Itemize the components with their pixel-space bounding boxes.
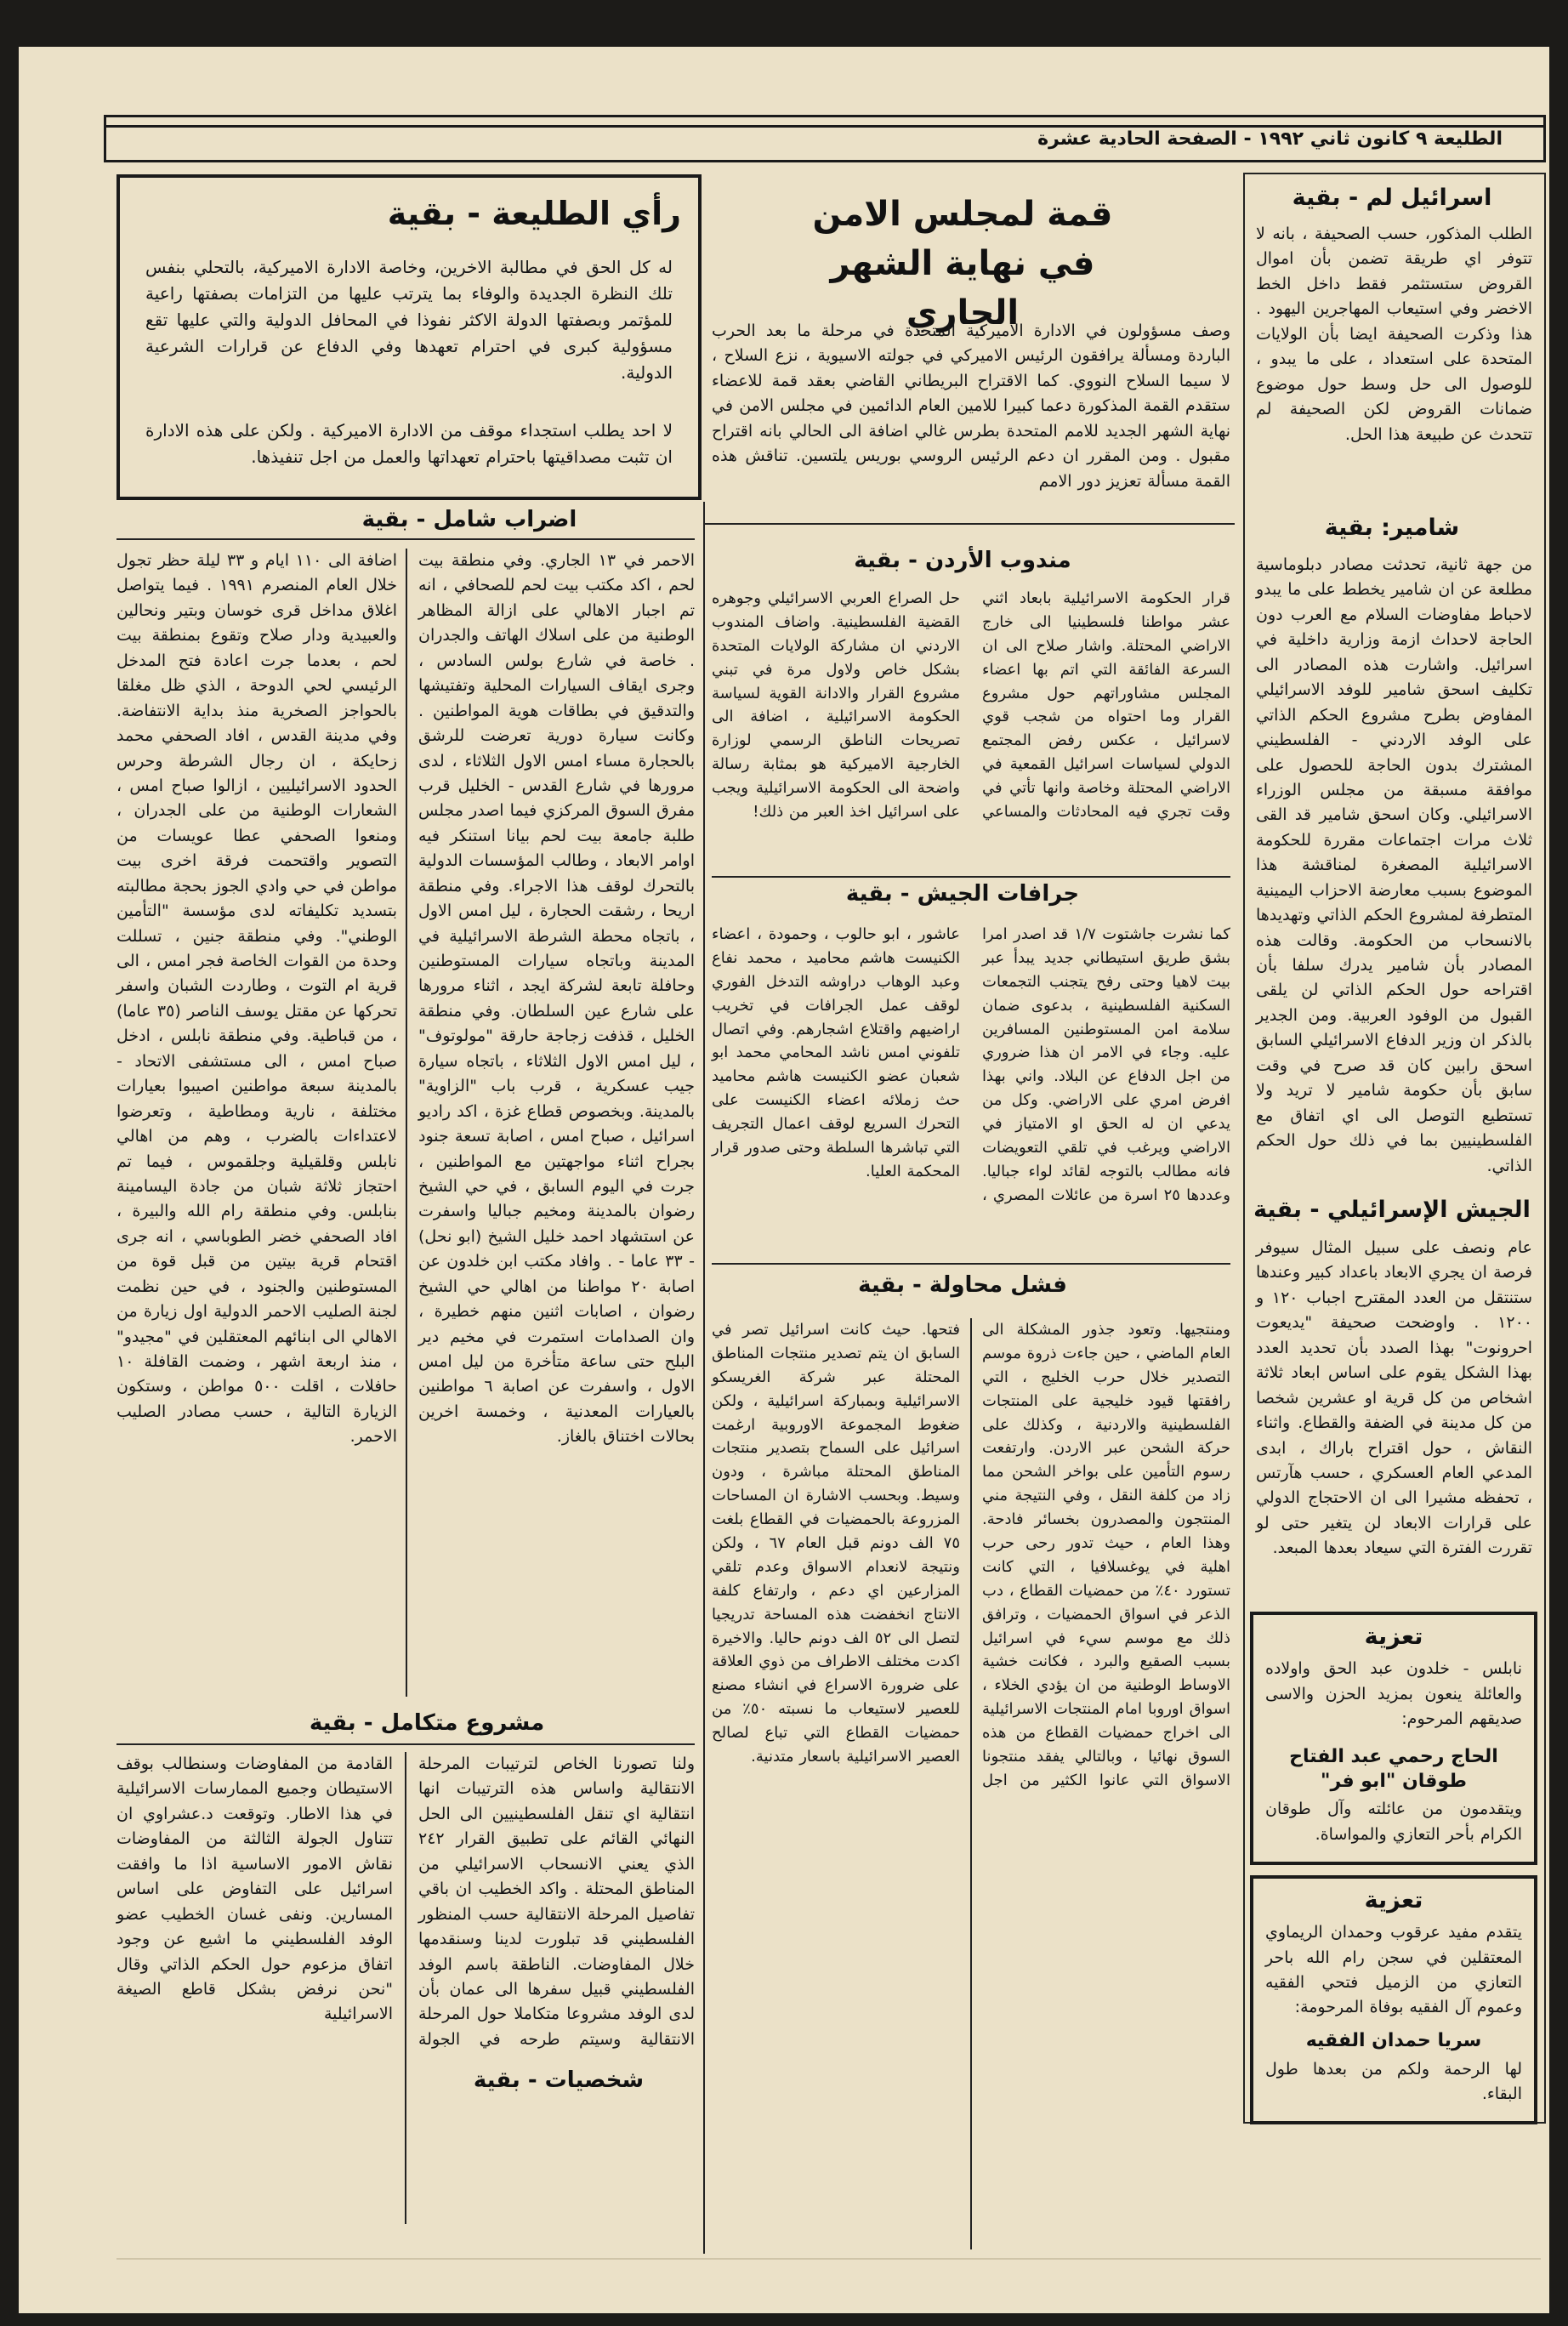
condolence-2-title: تعزية	[1364, 1887, 1423, 1914]
page-bottom-rule	[116, 2258, 1541, 2260]
shamir-body: من جهة ثانية، تحدثت مصادر دبلوماسية مطلعة عن ان شامير يخطط على ما يبدو لاحباط مفاوضات السلام مع العرب دون الحاجة لاحداث ازمة وزارية داخلية في اسرائيل. واشارت هذه المصادر الى تكليف اسحق شامير للوفد الاسرائيلي المفاوض بطرح مشروع الحكم الذاتي على الوفد الاردني - الفلسطيني المشترك بدون الحاجة للحصول على موافقة مسبقة من مجلس الوزراء الاسرائيلي. وكان اسحق شامير قد القى ثلاث مرات اجتماعات مقررة للحكومة الاسرائيلية المصغرة لمناقشة هذا الموضوع بسبب معارضة الاحزاب اليمينية المتطرفة لمشروع الحكم الذاتي وتهديدها بالانسحاب من الحكومة. وقالت هذه المصادر بأن شامير يدرك سلفا بأن اقتراحه حول الحكم الذاتي لن يلقى القبول من الوفود العربية. ومن الجدير بالذكر ان وزير الدفاع الاسرائيلي السابق اسحق رابين كان قد صرح في وقت سابق بأن حكومة شامير لا تريد ولا تستطيع التوصل الى اي اتفاق مع الفلسطينيين بما في ذلك حول الحكم الذاتي.	[1256, 555, 1532, 1175]
masthead-box	[104, 115, 1546, 162]
divider-bulldozers	[712, 1263, 1230, 1265]
strike-col-right: الاحمر في ١٣ الجاري. وفي منطقة بيت لحم ، اكد مكتب بيت لحم للصحافي ، انه تم اجبار الاهالي على ازالة المظاهر الوطنية من على اسلاك الهاتف والجدران . خاصة في شارع بولس السادس ، وجرى ايقاف السيارات المحلية وتفتيشها والتدقيق في بطاقات هوية المواطنين . وكانت سيارة دورية تعرضت للرشق بالحجارة مساء امس الاول الثلاثاء ، لدى مرورها في شارع القدس - الخليل قرب مفرق السوق المركزي فيما اصدر مجلس طلبة جامعة بيت لحم بيانا استنكر فيه اوامر الابعاد ، وطالب المؤسسات الدولية بالتحرك لوقف هذا الاجراء. وفي منطقة اريحا ، رشقت الحجارة ، ليل امس الاول ، باتجاه محطة الشرطة الاسرائيلية في المدينة وباتجاه سيارات المستوطنين وحافلة تابعة لشركة ايجد ، اثناء مرورها على شارع عين السلطان. وفي منطقة الخليل ، قذفت زجاجة حارقة "مولوتوف" ، ليل امس الاول الثلاثاء ، باتجاه سيارة جيب عسكرية ، قرب باب "الزاوية" بالمدينة. وبخصوص قطاع غزة ، اكد راديو اسرائيل ، صباح امس ، اصابة تسعة جنود بجراح اثناء مواجهتين مع المواطنين ، جرت في اليوم السابق ، في حي الشيخ رضوان بالمدينة ومخيم جباليا واسفرت عن استشهاد احمد خليل الشيخ (ابو نحل) - ٣٣ عاما - . وافاد مكتب ابن خلدون عن اصابة ٢٠ مواطنا من اهالي حي الشيخ رضوان ، اصابات اثنين منهم خطيرة ، وان الصدامات استمرت في مخيم دير البلح حتى ساعة متأخرة من ليل امس الاول ، واسفرت عن اصابة ٦ مواطنين بالعيارات المعدنية ، وخمسة اخرين بحالات اختناق بالغاز.	[418, 551, 696, 1447]
shamir-headline: شامير: بقية	[1324, 515, 1460, 541]
personalities-headline: شخصيات - بقية	[473, 2067, 645, 2093]
israel-headline: اسرائيل لم - بقية	[1292, 185, 1492, 211]
condolence-1-text: نابلس - خلدون عبد الحق واولاده والعائلة ينعون بمزيد الحزن والاسى صديقهم المرحوم:	[1265, 1659, 1522, 1728]
army-body: عام ونصف على سبيل المثال سيوفر فرصة ان يجري الابعاد باعداد كبير وعندها ستنتقل من العدد المقترح اجباب ١٢٠ و ١٢٠٠ . واوضحت صحيفة "يديعوت احرونوت" بهذا الصدد بأن تحديد العدد بهذا الشكل يقوم على اساس ابعاد ثلاثة اشخاص من كل قرية او عشرين شخصا من كل مدينة في الضفة والقطاع. واثناء النقاش ، حول اقتراح باراك ، ابدى المدعي العام العسكري ، حسب هآرتس ، تحفظه مشيرا الى ان الاحتجاج الدولي على قرارات الابعاد لن يتغير حتى لو تقررت الفترة التي سيعاد بعدها المبعد.	[1256, 1238, 1532, 1558]
condolence-2-name: سريا حمدان الفقيه	[1305, 2030, 1482, 2052]
strike-headline: اضراب شامل - بقية	[361, 507, 577, 532]
divider-jordan	[712, 876, 1230, 878]
condolence-1-name: الحاج رحمي عبد الفتاح طوقان "ابو فر"	[1289, 1746, 1498, 1792]
divider-strike-columns	[406, 549, 407, 1697]
condolence-2-closing: لها الرحمة ولكم من بعدها طول البقاء.	[1265, 2059, 1522, 2104]
condolence-2-text: يتقدم مفيد عرقوب وحمدان الريماوي المعتقلين في سجن رام الله باحر التعازي من الزميل فتحي الفقيه وعموم آل الفقيه بوفاة المرحومة:	[1265, 1923, 1522, 2017]
army-headline: الجيش الإسرائيلي - بقية	[1253, 1197, 1531, 1223]
condolence-box-2	[1250, 1875, 1537, 2124]
security-council-body: وصف مسؤولون في الادارة الاميركية المتحدة في مرحلة ما بعد الحرب الباردة ومسألة يرافقون الرئيس الاميركي في جولته الاسيوية ، نزع السلاح ، لا سيما السلاح النووي. كما الاقتراح البريطاني القاضي بعقد قمة للاعضاء ستقدم القمة المذكورة دعما كبيرا للامين العام الدائمين في مجلس الامن في نهاية الشهر الجديد للامم المتحدة بطرس غالي اضافة الى الحالي بانه اقتراح مقبول . ومن المقرر ان دعم الرئيس الروسي بوريس يلتسين. تناقش هذه القمة مسألة تعزيز دور الامم	[712, 321, 1230, 491]
newspaper-page	[19, 47, 1549, 2313]
failed-headline: فشل محاولة - بقية	[858, 1272, 1067, 1298]
condolence-1-title: تعزية	[1364, 1624, 1423, 1650]
failed-body: ومنتجيها. وتعود جذور المشكلة الى العام الماضي ، حين جاءت ذروة موسم التصدير خلال حرب الخليج ، التي رافقتها قيود خليجية على المنتجات الفلسطينية والاردنية ، وكذلك على حركة الشحن عبر الاردن. وارتفعت رسوم التأمين على بواخر الشحن مما زاد من كلفة النقل ، وفي النتيجة مني المنتجون والمصدرون بخسائر فادحة. وهذا العام ، حيث تدور رحى حرب اهلية في يوغسلافيا ، التي كانت تستورد ٤٠٪ من حمضيات القطاع ، دب الذعر في اسواق الحمضيات ، وترافق ذلك مع موسم سيء في اسرائيل بسبب الصقيع والبرد ، فكانت خشية الاوساط الوطنية من ان يؤدي الخلاء ، اسواق اوروبا امام المنتجات الاسرائيلية الى اخراج حمضيات القطاع من هذه السوق نهائيا ، وبالتالي يفقد منتجونا الاسواق التي عانوا الكثير من اجل فتحها. حيث كانت اسرائيل تصر في السابق ان يتم تصدير منتجات المناطق المحتلة عبر شركة الغريسكو الاسرائيلية وبمباركة اسرائيلية ، ولكن ضغوط المجموعة الاوروبية ارغمت اسرائيل على السماح بتصدير منتجات المناطق المحتلة مباشرة ، ودون وسيط. وبحسب الاشارة ان المساحات المزروعة بالحمضيات في القطاع بلغت ٧٥ الف دونم قبل العام ٦٧ ، ولكن ونتيجة لانعدام الاسواق وعدم تلقي المزارعين اي دعم ، وارتفاع كلفة الانتاج انخفضت هذه المساحة تدريجيا لتصل الى ٥٢ الف دونم حاليا. والاخيرة اكدت مختلف الاطراف من ذوي العلاقة على ضرورة الاسراع في انشاء مصنع للعصير لاستيعاب ما نسبته ٥٠٪ من حمضيات القطاع التي تباع لصالح العصير الاسرائيلية باسعار متدنية.	[712, 1321, 1230, 1789]
divider-left-center	[703, 502, 705, 2254]
integrated-headline: مشروع متكامل - بقية	[309, 1710, 545, 1736]
integrated-body: ولنا تصورنا الخاص لترتيبات المرحلة الانتقالية واساس هذه الترتيبات انها انتقالية اي تنقل الفلسطينيين الى الحل النهائي القائم على تطبيق القرار ٢٤٢ الذي يعني الانسحاب الاسرائيلي من المناطق المحتلة . واكد الخطيب ان باقي تفاصيل المرحلة الانتقالية حسب المنظور الفلسطيني قد تبلورت لدينا وسنقدمها خلال المفاوضات. الناطقة باسم الوفد الفلسطيني قبيل سفرها الى عمان بأن لدى الوفد مشروعا متكاملا حول المرحلة الانتقالية وسيتم طرحه في الجولة القادمة من المفاوضات وسنطالب بوقف الاستيطان وجميع الممارسات الاسرائيلية في هذا الاطار. وتوقعت د.عشراوي ان تتناول الجولة الثالثة من المفاوضات نقاش الامور الاساسية اذا ما وافقت اسرائيل على التفاوض على اساس المسارين. ونفى غسان الخطيب عضو الوفد الفلسطيني ما اشيع عن وجود اتفاق مزعوم حول الحكم الذاتي وقال "نحن نرفض بشكل قاطع الصيغة الاسرائيلية	[116, 1754, 695, 2049]
israel-body: الطلب المذكور، حسب الصحيفة ، بانه لا تتوفر اي طريقة تضمن بأن اموال القروض ستستثمر فقط داخل الخط الاخضر وفي استيعاب المهاجرين اليهود . هذا وذكرت الصحيفة ايضا بأن الولايات المتحدة على استعداد ، على ما يبدو ، للوصول الى حل وسط حول موضوع ضمانات القروض لكن الصحيفة لم تتحدث عن طبيعة هذا الحل.	[1256, 225, 1532, 444]
editorial-para-1: له كل الحق في مطالبة الاخرين، وخاصة الادارة الاميركية، بالتحلي بنفس تلك النظرة الجديدة والوفاء بما يترتب عليها من التزامات بصفتها راعية للمؤتمر وبصفتها الدولة الاكثر نفوذا في المحافل الدولية والتي عليها تقع مسؤولية كبرى في احترام تعهدها وفي الدفاع عن قرارات الشرعية الدولية.	[145, 257, 673, 383]
condolence-box-1	[1250, 1612, 1537, 1865]
jordan-body: قرار الحكومة الاسرائيلية بابعاد اثني عشر مواطنا فلسطينيا الى خارج الاراضي المحتلة. واشار صلاح الى ان السرعة الفائقة التي اتم بها اعضاء المجلس مشاوراتهم حول مشروع القرار وما احتواه من شجب قوي لاسرائيل ، عكس رفض المجتمع الدولي لسياسات اسرائيل القمعية في الاراضي المحتلة وخاصة وانها تأتي في وقت تجري فيه المحادثات والمساعي حل الصراع العربي الاسرائيلي وجوهره القضية الفلسطينية. واضاف المندوب الاردني ان مشاركة الولايات المتحدة بشكل خاص ولاول مرة في تبني مشروع القرار والادانة القوية لسياسة الحكومة الاسرائيلية ، اضافة الى تصريحات الناطق الرسمي لوزارة الخارجية الاميركية هو بمثابة رسالة واضحة الى الحكومة الاسرائيلية ويجب على اسرائيل اخذ العبر من ذلك!	[712, 589, 1230, 822]
editorial-para-2: لا احد يطلب استجداء موقف من الادارة الاميركية . ولكن على هذه الادارة ان تثبت مصداقيتها باحترام تعهداتها والعمل من اجل تنفيذها.	[145, 420, 673, 467]
editorial-headline: رأي الطليعة - بقية	[387, 195, 681, 232]
bulldozers-body: كما نشرت جاشتوت ١/٧ قد اصدر امرا بشق طريق استيطاني جديد يبدأ عبر بيت لاهيا وحتى رفح يتجنب التجمعات السكنية الفلسطينية ، بدعوى ضمان سلامة امن المستوطنين المسافرين عليه. وجاء في الامر ان هذا ضروري من اجل الدفاع عن البلاد. واني بهذا افرض امري على الاراضي. وكل من يدعي ان له الحق او الامتياز في الاراضي ويرغب في تلقي التعويضات فانه مطالب بالتوجه لقائد لواء جباليا. وعددها ٢٥ اسرة من عائلات المصري ، عاشور ، ابو حالوب ، وحمودة ، اعضاء الكنيست هاشم محاميد ، محمد نفاع وعبد الوهاب دراوشه التدخل الفوري لوقف عمل الجرافات في تخريب اراضيهم واقتلاع اشجارهم. وفي اتصال تلفوني امس ناشد المحامي محمد ابو شعبان عضو الكنيست هاشم محاميد حث زملائه اعضاء الكنيست على التحرك السريع لوقف اعمال التجريف التي تباشرها السلطة وحتى صدور قرار المحكمة العليا.	[712, 925, 1230, 1204]
strike-col-left: اضافة الى ١١٠ ايام و ٣٣ ليلة حظر تجول خلال العام المنصرم ١٩٩١ . فيما يتواصل اغلاق مداخل قرى خوسان وبتير ونحالين والعبيدية ودار صلاح وتقوع بمنطقة بيت لحم ، بعدما جرت اعادة فتح المدخل الرئيسي لحي الدوحة ، الذي ظل مغلقا بالحواجز الصخرية منذ بداية الانتفاضة. وفي مدينة القدس ، افاد الصحفي محمد زحايكة ، ان رجال الشرطة وحرس الحدود الاسرائيليين ، ازالوا صباح امس ، الشعارات الوطنية من على الجدران ، ومنعوا الصحفي عطا عويسات من التصوير واقتحمت فرقة اخرى بيت مواطن في حي وادي الجوز بحجة مطالبته بتسديد تكليفاته لدى مؤسسة "التأمين الوطني". وفي منطقة جنين ، تسللت وحدة من القوات الخاصة فجر امس ، الى قرية ام التوت ، وطاردت الشبان واسفر تحركها عن مقتل يوسف الناصر (٣٥ عاما) ، من قباطية. وفي منطقة نابلس ، ادخل صباح امس ، الى مستشفى الاتحاد - بالمدينة سبعة مواطنين اصيبوا بعيارات مختلفة ، نارية ومطاطية ، وتعرضوا لاعتداءات بالضرب ، وهم من اهالي نابلس وقلقيلية وجلقموس ، فيما تم احتجاز ثلاثة شبان من جادة اليسامينة بنابلس. وفي منطقة رام الله والبيرة ، افاد الصحفي خضر الطوباسي ، انه جرى اقتحام قرية بيتين من قبل قوة من المستوطنين والجنود ، في حين نظمت لجنة الصليب الاحمر الدولية اول زيارة من الاهالي الى ابنائهم المعتقلين في "مجيدو" ، منذ اربعة اشهر ، وضمت القافلة ١٠ حافلات ، اقلت ٥٠٠ مواطن ، وستكون الزيارة التالية ، حسب مصادر الصليب الاحمر.	[116, 551, 398, 1447]
jordan-headline: مندوب الأردن - بقية	[854, 548, 1071, 573]
divider-strike	[116, 538, 695, 540]
editorial-box	[116, 174, 702, 500]
divider-security	[703, 523, 1235, 525]
security-council-headline: قمة لمجلس الامن في نهاية الشهر الجاري	[812, 195, 1113, 333]
divider-integrated	[116, 1743, 695, 1745]
condolence-1-closing: ويتقدمون من عائلته وآل طوقان الكرام بأحر التعازي والمواساة.	[1265, 1800, 1522, 1844]
masthead-text: الطليعة ٩ كانون ثاني ١٩٩٢ - الصفحة الحادية عشرة	[1031, 128, 1509, 152]
bulldozers-headline: جرافات الجيش - بقية	[845, 881, 1080, 907]
